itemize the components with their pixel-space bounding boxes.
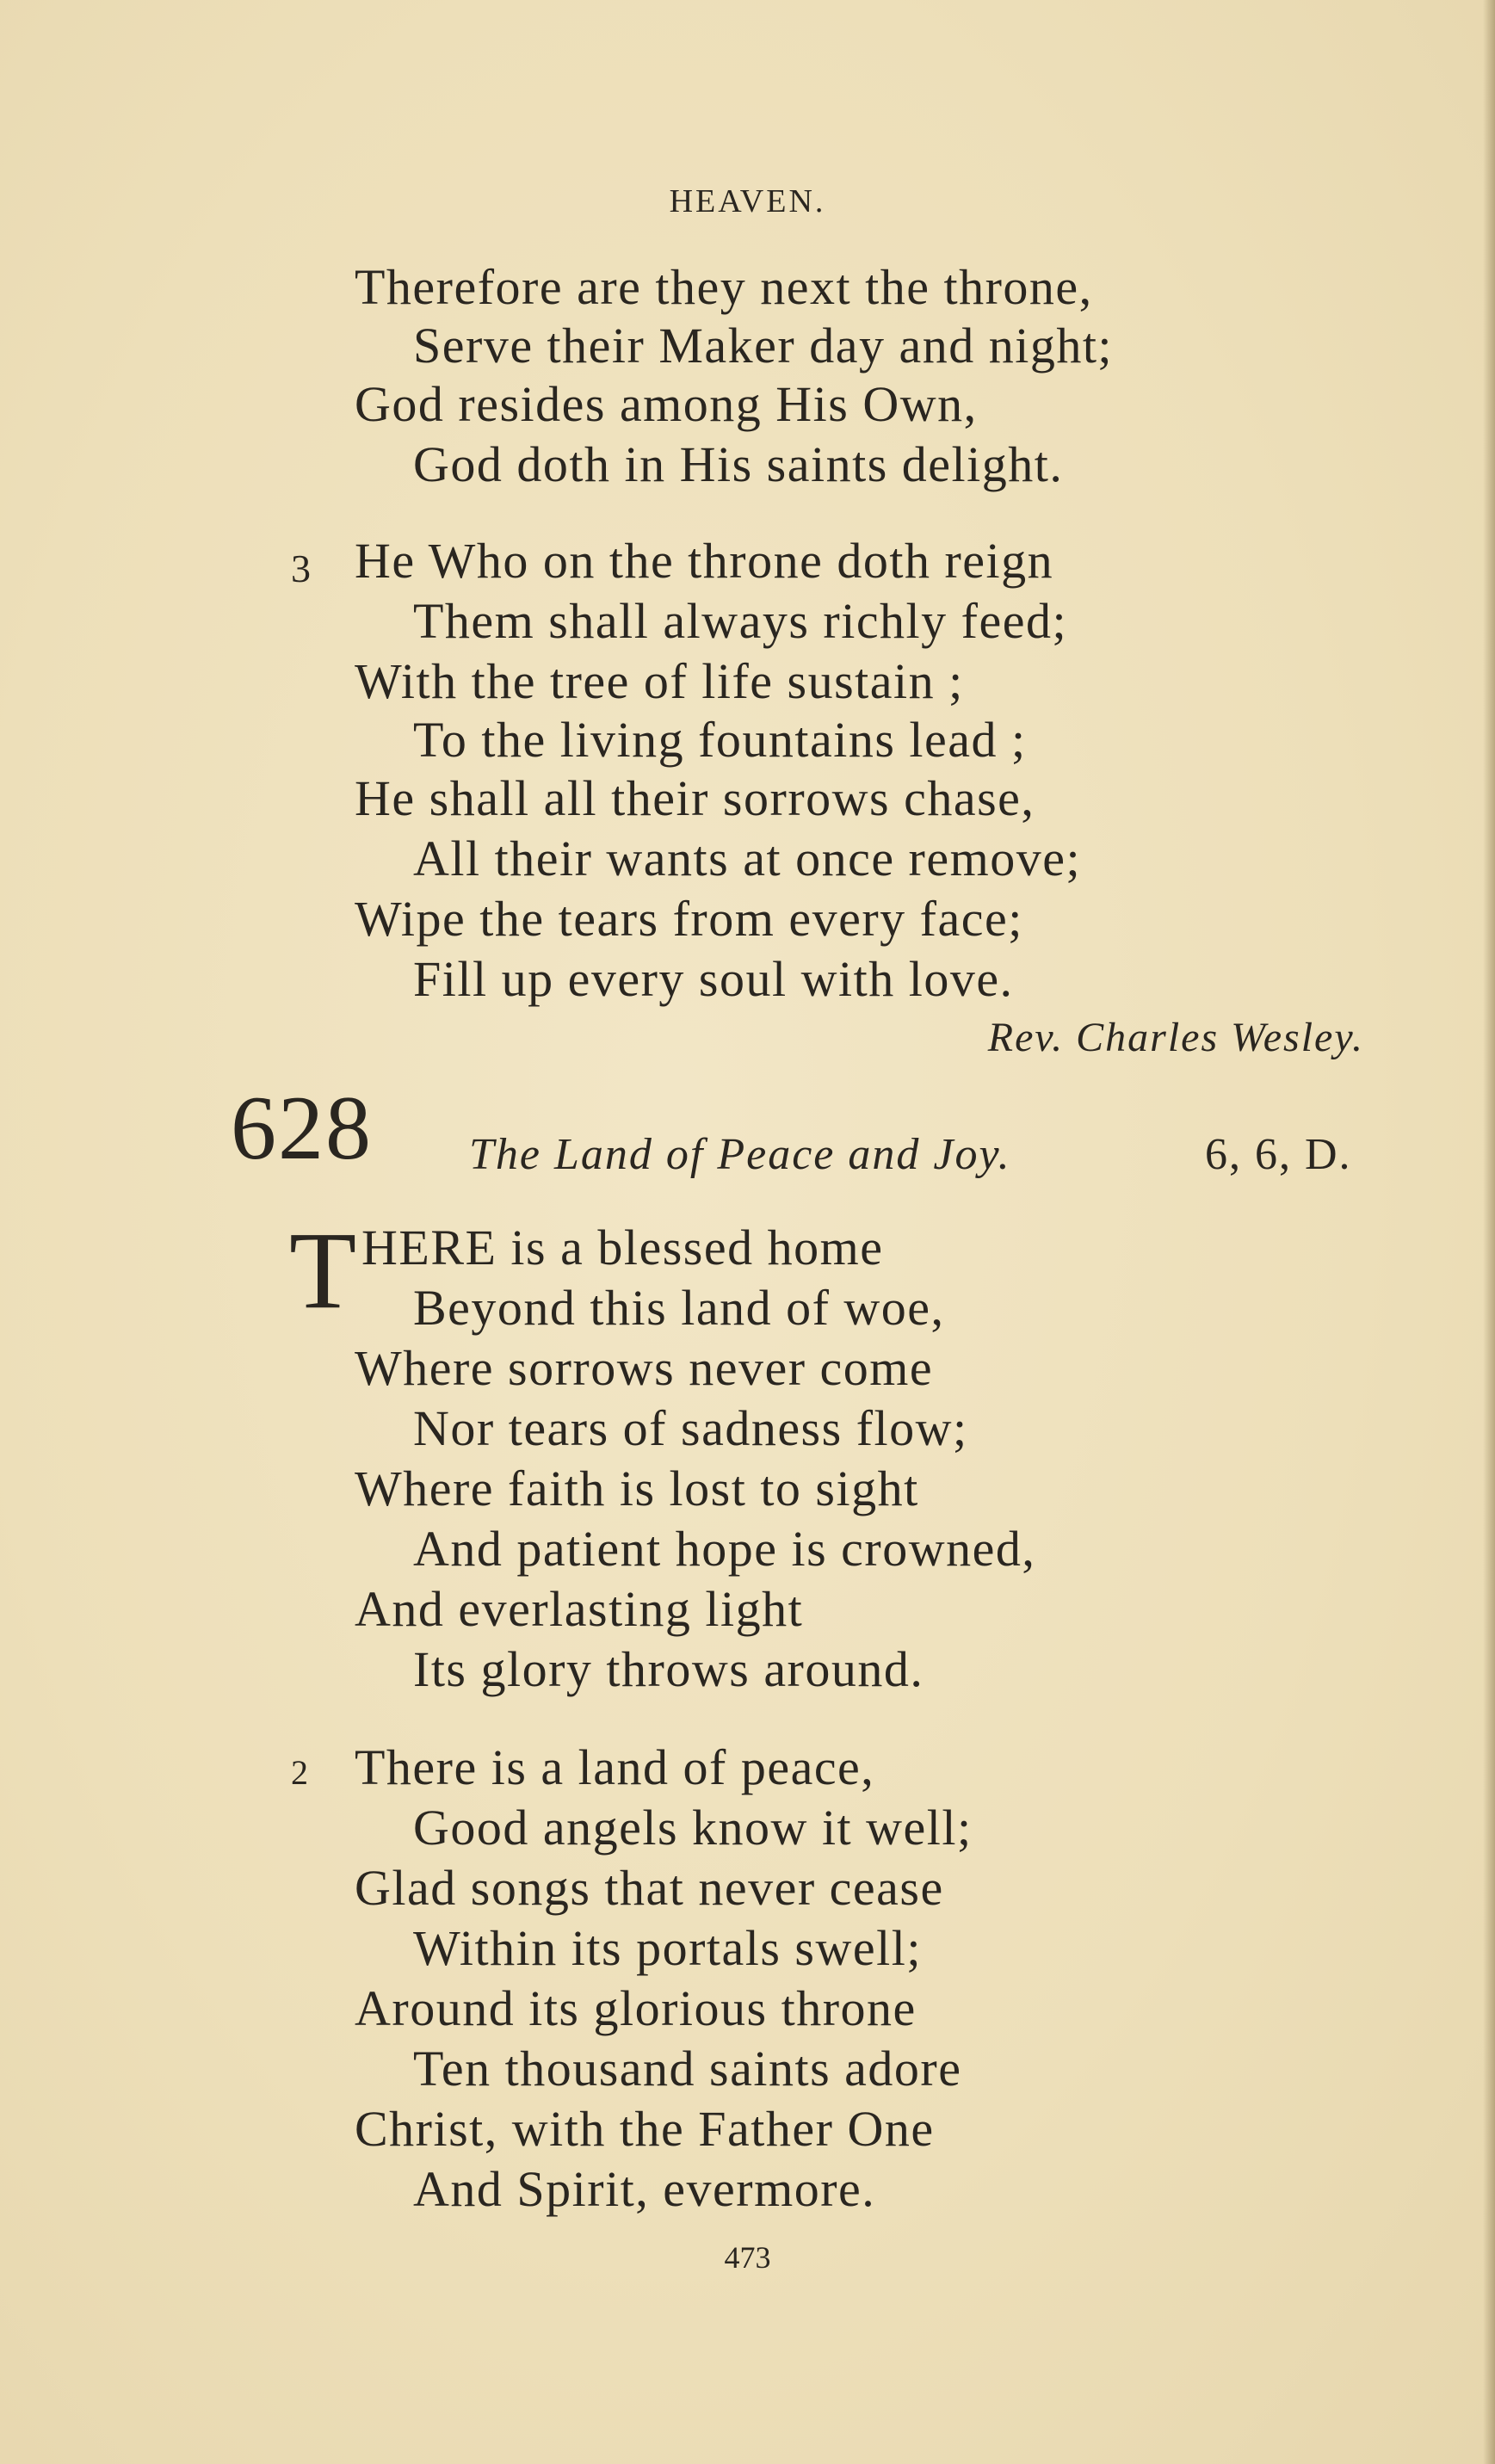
verse-line: Within its portals swell;	[413, 1920, 922, 1976]
verse-line: And Spirit, evermore.	[413, 2161, 876, 2217]
hymn-meter: 6, 6, D.	[1205, 1130, 1352, 1179]
running-head: HEAVEN.	[669, 183, 826, 219]
verse-line: Its glory throws around.	[413, 1641, 924, 1697]
author-attribution: Rev. Charles Wesley.	[987, 1015, 1364, 1060]
verse-line: Fill up every soul with love.	[413, 951, 1014, 1007]
verse-line: Therefore are they next the throne,	[355, 259, 1093, 315]
verse-line: Nor tears of sadness flow;	[413, 1400, 968, 1456]
verse-line: Beyond this land of woe,	[413, 1280, 945, 1336]
verse-line: He shall all their sorrows chase,	[355, 770, 1035, 826]
verse-line: Where faith is lost to sight	[355, 1460, 919, 1516]
hymn-title: The Land of Peace and Joy.	[469, 1130, 1011, 1179]
verse-line: HERE is a blessed home	[361, 1220, 884, 1275]
verse-line: And everlasting light	[355, 1581, 804, 1637]
verse-line: He Who on the throne doth reign	[355, 533, 1054, 589]
drop-cap: T	[289, 1209, 357, 1331]
verse-line: Where sorrows never come	[355, 1340, 934, 1396]
verse-line: Serve their Maker day and night;	[413, 318, 1114, 374]
verse-line: Around its glorious throne	[355, 1980, 917, 2036]
page-number: 473	[724, 2240, 771, 2275]
verse-line: Ten thousand saints adore	[413, 2041, 962, 2097]
verse-line: There is a land of peace,	[355, 1739, 875, 1795]
verse-line: God doth in His saints delight.	[413, 436, 1064, 492]
verse-line: All their wants at once remove;	[413, 831, 1082, 886]
verse-line: Wipe the tears from every face;	[355, 891, 1023, 947]
verse-line: Good angels know it well;	[413, 1800, 973, 1856]
hymn-number: 628	[231, 1078, 373, 1178]
verse-line: God resides among His Own,	[355, 376, 978, 432]
verse-line: To the living fountains lead ;	[413, 712, 1027, 768]
verse-line: With the tree of life sustain ;	[355, 653, 964, 709]
verse-line: Glad songs that never cease	[355, 1860, 944, 1916]
verse-line: Christ, with the Father One	[355, 2101, 935, 2157]
verse-number: 2	[291, 1753, 308, 1792]
verse-line: And patient hope is crowned,	[413, 1521, 1036, 1577]
verse-number: 3	[291, 547, 311, 590]
page-edge-shadow	[1483, 0, 1495, 2464]
verse-line: Them shall always richly feed;	[413, 593, 1068, 649]
